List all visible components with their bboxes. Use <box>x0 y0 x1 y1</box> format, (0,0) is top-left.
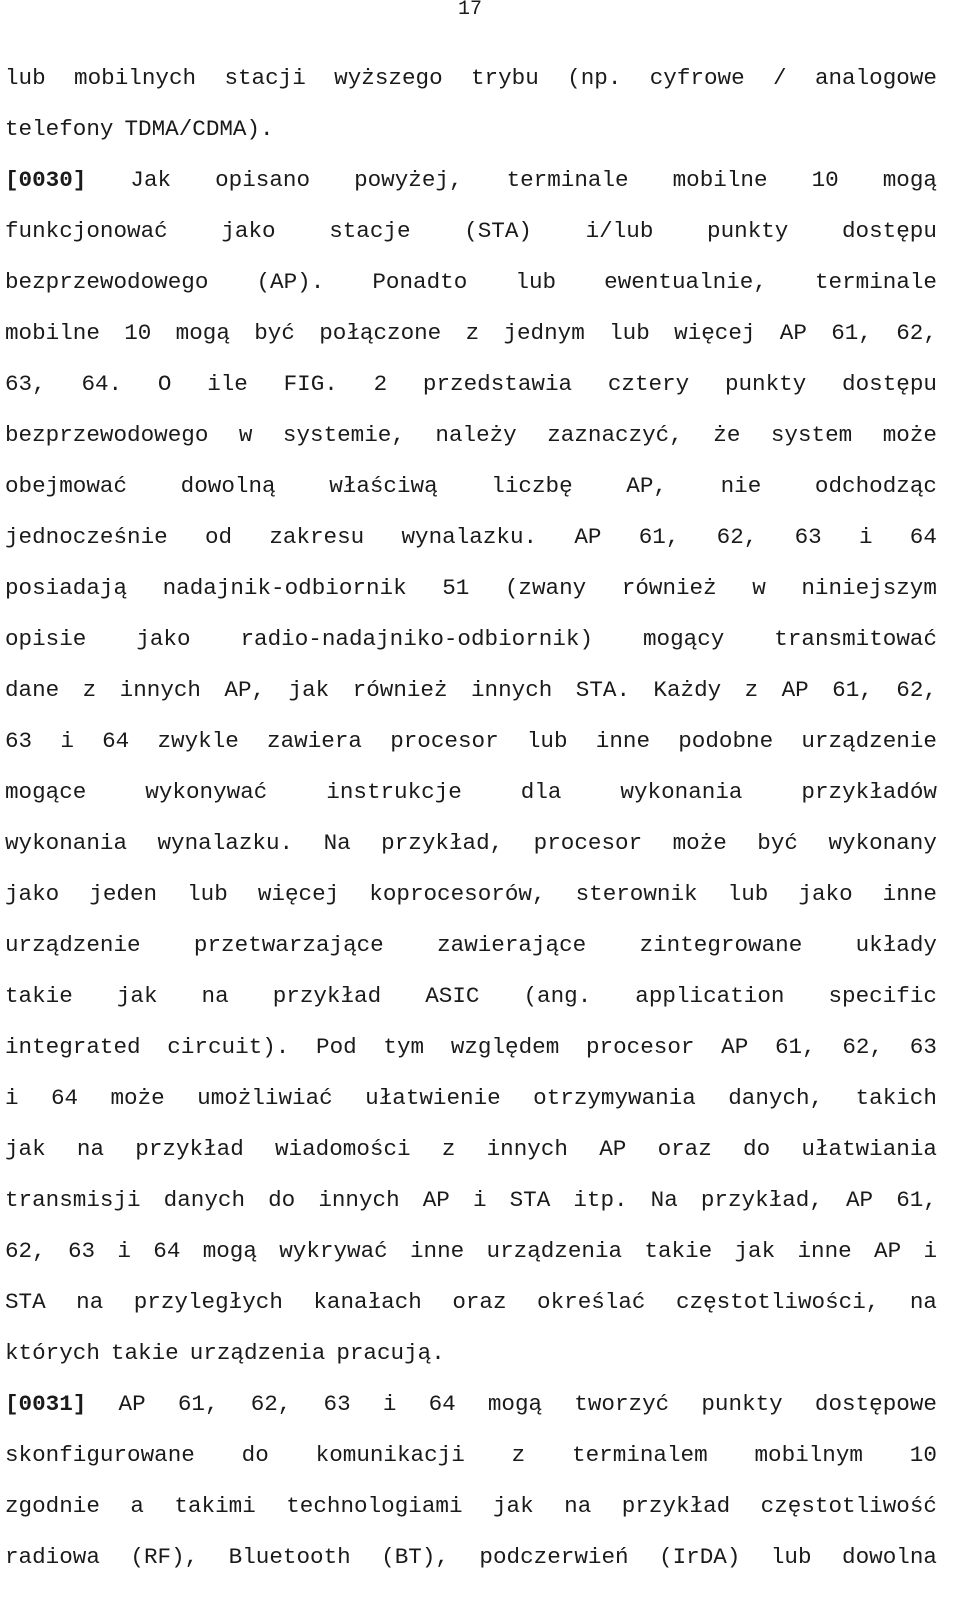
word: ewentualnie, <box>604 269 767 295</box>
word: punkty <box>701 1391 783 1417</box>
word: i <box>60 728 74 754</box>
word: 61, <box>896 1187 937 1213</box>
word: wykonany <box>828 830 937 856</box>
word: może <box>110 1085 165 1111</box>
word: systemie, <box>282 422 405 448</box>
word: innych <box>119 677 201 703</box>
word: AP, <box>224 677 266 703</box>
word: 2 <box>373 371 388 397</box>
word: 10 <box>811 167 839 193</box>
word: innych <box>486 1136 568 1162</box>
word: na <box>909 1289 937 1315</box>
word: stacji <box>224 65 306 91</box>
word: lub <box>609 320 650 346</box>
word: ułatwiania <box>801 1136 937 1162</box>
text-line <box>5 665 937 716</box>
word: mobilne <box>5 320 100 346</box>
word: funkcjonować <box>5 218 168 244</box>
text-line <box>5 1328 937 1379</box>
word: STA. <box>575 677 630 703</box>
word: 62, <box>5 1238 46 1264</box>
text-line <box>5 716 937 767</box>
text-line <box>5 1532 937 1583</box>
word: 63 <box>323 1391 351 1417</box>
word: cyfrowe <box>649 65 745 91</box>
word: 64 <box>153 1238 181 1264</box>
word: liczbę <box>491 473 573 499</box>
word: do <box>241 1442 269 1468</box>
word: (RF), <box>130 1544 199 1570</box>
word: transmisji <box>5 1187 141 1213</box>
word: zaznaczyć, <box>547 422 683 448</box>
word: a <box>130 1493 144 1519</box>
word: z <box>744 677 759 703</box>
word: 62, <box>842 1034 884 1060</box>
word: (STA) <box>464 218 532 244</box>
word: mobilnych <box>74 65 197 91</box>
text-line <box>5 155 937 206</box>
page-number: 17 <box>457 0 482 21</box>
word: że <box>713 422 741 448</box>
word: analogowe <box>814 65 937 91</box>
word: z <box>441 1136 456 1162</box>
paragraph-number: [0031] <box>5 1391 87 1417</box>
text-line <box>5 1379 937 1430</box>
word: jak <box>734 1238 776 1264</box>
word: częstotliwości, <box>675 1289 880 1315</box>
word: jako <box>5 881 60 907</box>
word: wynalazku. <box>401 524 538 550</box>
word: jako <box>221 218 276 244</box>
word: inne <box>882 881 937 907</box>
word: mogące <box>5 779 87 805</box>
word: zawiera <box>267 728 362 754</box>
word: 61, <box>638 524 680 550</box>
word: częstotliwość <box>760 1493 937 1519</box>
word: Ponadto <box>372 269 468 295</box>
text-line <box>5 767 937 818</box>
word: nie <box>720 473 762 499</box>
word: AP <box>574 524 602 550</box>
word: odchodząc <box>814 473 937 499</box>
word: wykonania <box>5 830 128 856</box>
word: AP <box>845 1187 874 1213</box>
word: bezprzewodowego <box>5 269 209 295</box>
word: stacje <box>329 218 411 244</box>
word: 62, <box>250 1391 292 1417</box>
word: skonfigurowane <box>5 1442 195 1468</box>
word: powyżej, <box>354 167 463 193</box>
word: otrzymywania <box>533 1085 696 1111</box>
word: takie <box>644 1238 713 1264</box>
word: z <box>82 677 97 703</box>
word: określać <box>537 1289 646 1315</box>
word: danych <box>163 1187 246 1213</box>
word: i/lub <box>585 218 654 244</box>
text-line <box>5 1022 937 1073</box>
word: urządzenia <box>486 1238 623 1264</box>
word: oraz <box>452 1289 507 1315</box>
word: z <box>465 320 480 346</box>
word: danych, <box>728 1085 824 1111</box>
word: inne <box>595 728 651 754</box>
word: 61, <box>831 320 872 346</box>
word: 63 <box>67 1238 96 1264</box>
word: instrukcje <box>326 779 462 805</box>
word: Na <box>650 1187 678 1213</box>
word: zakresu <box>269 524 365 550</box>
word: radiowa <box>5 1544 100 1570</box>
word: tworzyć <box>574 1391 670 1417</box>
word: (np. <box>567 65 622 91</box>
word: AP, <box>626 473 667 499</box>
word: procesor <box>585 1034 695 1060</box>
text-line <box>5 818 937 869</box>
word: i <box>923 1238 937 1264</box>
word: trybu <box>470 65 539 91</box>
word: procesor <box>390 728 499 754</box>
text-line <box>5 1226 937 1277</box>
word: z <box>511 1442 526 1468</box>
word: przykład, <box>381 830 504 856</box>
word: 62, <box>896 320 937 346</box>
word: sterownik <box>575 881 698 907</box>
word: i <box>472 1187 487 1213</box>
word: względem <box>450 1034 560 1060</box>
word: przykład <box>621 1493 731 1519</box>
word: Jak <box>130 167 172 193</box>
text-line <box>5 1175 937 1226</box>
word: STA <box>509 1187 551 1213</box>
word: dane <box>5 677 60 703</box>
word: mobilnym <box>754 1442 863 1468</box>
word: połączone <box>319 320 442 346</box>
word: lub <box>187 881 228 907</box>
word: opisie <box>5 626 87 652</box>
text-line <box>5 1481 937 1532</box>
word: na <box>564 1493 592 1519</box>
word: 63 <box>909 1034 937 1060</box>
word: zgodnie <box>5 1493 100 1519</box>
word: zawierające <box>437 932 587 958</box>
word: 64 <box>102 728 130 754</box>
word: takie <box>5 983 73 1009</box>
word: dostępu <box>842 218 937 244</box>
word: ułatwienie <box>365 1085 501 1111</box>
word: zintegrowane <box>639 932 803 958</box>
word: jak <box>288 677 330 703</box>
text-line <box>5 1430 937 1481</box>
text-line <box>5 563 937 614</box>
word: jako <box>136 626 191 652</box>
word: przetwarzające <box>193 932 384 958</box>
word: i <box>117 1238 131 1264</box>
word: i <box>5 1085 19 1111</box>
word: integrated <box>5 1034 141 1060</box>
word: / <box>773 65 787 91</box>
word: nadajnik-odbiornik <box>162 575 407 601</box>
word: dostępowe <box>814 1391 937 1417</box>
word: przykład <box>272 983 382 1009</box>
word: procesor <box>533 830 643 856</box>
word: Każdy <box>653 677 722 703</box>
word: 51 <box>442 575 470 601</box>
word: być <box>757 830 798 856</box>
word: lub <box>5 65 46 91</box>
text-line <box>5 410 937 461</box>
word: jako <box>798 881 853 907</box>
word: 61, <box>177 1391 219 1417</box>
text-line <box>5 614 937 665</box>
word: być <box>254 320 295 346</box>
word: zwykle <box>157 728 239 754</box>
word: przykład <box>135 1136 244 1162</box>
word: przedstawia <box>422 371 573 397</box>
text-line <box>5 920 937 971</box>
word: 64 <box>428 1391 456 1417</box>
text-line <box>5 257 937 308</box>
word: ile <box>207 371 248 397</box>
word: FIG. <box>283 371 338 397</box>
word: od <box>204 524 233 550</box>
word: urządzenia <box>189 1340 326 1366</box>
word: lub <box>770 1544 812 1570</box>
word: wynalazku. <box>157 830 294 856</box>
word: AP <box>599 1136 627 1162</box>
word: 64. <box>81 371 123 397</box>
word: podczerwień <box>479 1544 629 1570</box>
word: 63 <box>5 728 33 754</box>
word: oraz <box>657 1136 712 1162</box>
word: urządzenie <box>801 728 937 754</box>
word: AP <box>422 1187 450 1213</box>
word: przyległych <box>133 1289 283 1315</box>
word: mogą <box>882 167 937 193</box>
word: niniejszym <box>801 575 937 601</box>
text-line <box>5 53 937 104</box>
word: do <box>743 1136 771 1162</box>
word: (zwany <box>504 575 587 601</box>
word: AP <box>118 1391 146 1417</box>
word: należy <box>435 422 517 448</box>
word: więcej <box>257 881 340 907</box>
word: 62, <box>716 524 758 550</box>
word: terminale <box>506 167 629 193</box>
word: specific <box>828 983 937 1009</box>
word: bezprzewodowego <box>5 422 209 448</box>
word: urządzenie <box>5 932 141 958</box>
word: kanałach <box>313 1289 422 1315</box>
text-line <box>5 206 937 257</box>
word: przykładów <box>801 779 937 805</box>
word: w <box>752 575 766 601</box>
word: terminale <box>814 269 937 295</box>
word: Pod <box>316 1034 357 1060</box>
text-line <box>5 971 937 1022</box>
word: jednocześnie <box>5 524 168 550</box>
word: lub <box>727 881 769 907</box>
text-line <box>5 461 937 512</box>
word: 64 <box>50 1085 79 1111</box>
word: w <box>238 422 253 448</box>
word: jednym <box>503 320 585 346</box>
word: takie <box>110 1340 179 1366</box>
text-line <box>5 1277 937 1328</box>
word: (IrDA) <box>659 1544 741 1570</box>
word: AP <box>874 1238 902 1264</box>
word: technologiami <box>286 1493 463 1519</box>
word: 63, <box>5 371 46 397</box>
word: punkty <box>707 218 789 244</box>
word: 10 <box>909 1442 937 1468</box>
word: mogą <box>487 1391 543 1417</box>
word: Na <box>323 830 351 856</box>
word: wiadomości <box>274 1136 411 1162</box>
word: jak <box>492 1493 534 1519</box>
word: takich <box>855 1085 937 1111</box>
word: których <box>5 1340 100 1366</box>
text-line <box>5 1124 937 1175</box>
text-line <box>5 359 937 410</box>
word: application <box>635 983 785 1009</box>
word: O <box>157 371 172 397</box>
word: wykonania <box>620 779 743 805</box>
word: koprocesorów, <box>369 881 546 907</box>
word: tym <box>383 1034 425 1060</box>
word: również <box>621 575 717 601</box>
word: (BT), <box>381 1544 449 1570</box>
document-body <box>5 53 937 1583</box>
word: radio-nadajniko-odbiornik) <box>240 626 594 652</box>
word: dla <box>520 779 562 805</box>
word: i <box>858 524 873 550</box>
word: mogą <box>202 1238 257 1264</box>
word: circuit). <box>167 1034 290 1060</box>
word: układy <box>855 932 937 958</box>
word: inne <box>409 1238 465 1264</box>
word: opisano <box>215 167 311 193</box>
word: inne <box>797 1238 852 1264</box>
word: 61, <box>832 677 873 703</box>
word: wyższego <box>334 65 443 91</box>
word: AP <box>721 1034 749 1060</box>
word: 62, <box>896 677 937 703</box>
word: punkty <box>724 371 807 397</box>
word: itp. <box>573 1187 628 1213</box>
word: wykrywać <box>279 1238 388 1264</box>
paragraph-number: [0030] <box>5 167 87 193</box>
word: terminalem <box>572 1442 708 1468</box>
word: również <box>352 677 448 703</box>
word: cztery <box>607 371 690 397</box>
word: podobne <box>678 728 774 754</box>
word: na <box>76 1136 105 1162</box>
word: umożliwiać <box>197 1085 333 1111</box>
text-line <box>5 869 937 920</box>
word: 63 <box>794 524 822 550</box>
word: do <box>268 1187 296 1213</box>
word: lub <box>515 269 557 295</box>
word: mogący <box>642 626 725 652</box>
word: 64 <box>909 524 937 550</box>
text-line <box>5 308 937 359</box>
word: jeden <box>89 881 158 907</box>
text-line <box>5 512 937 563</box>
word: AP <box>781 677 809 703</box>
word: STA <box>5 1289 46 1315</box>
word: system <box>770 422 853 448</box>
word: przykład, <box>700 1187 823 1213</box>
word: posiadają <box>5 575 128 601</box>
word: wykonywać <box>145 779 268 805</box>
word: dowolna <box>842 1544 937 1570</box>
word: może <box>672 830 727 856</box>
word: 61, <box>774 1034 816 1060</box>
word: obejmować <box>5 473 128 499</box>
word: takimi <box>174 1493 256 1519</box>
word: mobilne <box>672 167 768 193</box>
word: jak <box>116 983 158 1009</box>
text-line <box>5 104 937 155</box>
word: (ang. <box>523 983 592 1009</box>
word: pracują. <box>336 1340 445 1366</box>
text-line <box>5 1073 937 1124</box>
word: innych <box>470 677 553 703</box>
word: właściwą <box>329 473 438 499</box>
word: 10 <box>124 320 152 346</box>
word: dowolną <box>180 473 276 499</box>
word: innych <box>318 1187 400 1213</box>
word: transmitować <box>774 626 937 652</box>
word: na <box>76 1289 104 1315</box>
word: może <box>882 422 937 448</box>
word: lub <box>526 728 568 754</box>
word: komunikacji <box>315 1442 465 1468</box>
word: (AP). <box>256 269 325 295</box>
word: telefony <box>5 116 114 142</box>
word: TDMA/CDMA). <box>124 116 274 142</box>
word: AP <box>779 320 807 346</box>
word: na <box>201 983 229 1009</box>
word: ASIC <box>425 983 480 1009</box>
word: i <box>382 1391 397 1417</box>
word: jak <box>5 1136 46 1162</box>
word: mogą <box>175 320 230 346</box>
word: dostępu <box>842 371 937 397</box>
word: więcej <box>674 320 756 346</box>
word: Bluetooth <box>228 1544 351 1570</box>
